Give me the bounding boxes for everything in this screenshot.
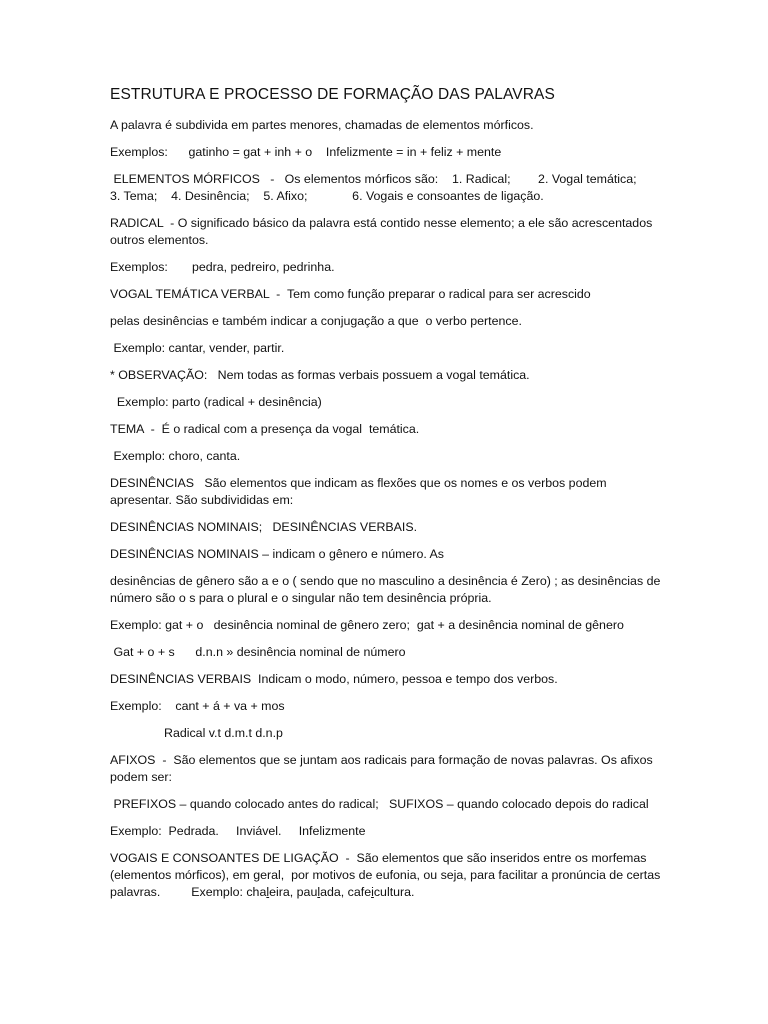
document-page	[110, 86, 662, 911]
ligacao-underline-2: l	[317, 885, 321, 899]
paragraph-gat-o-s: Gat + o + s d.n.n » desinência nominal de número	[110, 645, 406, 659]
paragraph-vogal-tematica-2: pelas desinências e também indicar a conjugação a que o verbo pertence.	[110, 314, 522, 328]
paragraph-tema: TEMA - É o radical com a presença da vogal temática.	[110, 422, 420, 436]
paragraph-vogal-tematica-example: Exemplo: cantar, vender, partir.	[110, 341, 285, 355]
paragraph-desinencias: DESINÊNCIAS São elementos que indicam as flexões que os nomes e os verbos podem apresentar. São subdivididas em:	[110, 476, 611, 507]
paragraph-tema-example: Exemplo: choro, canta.	[110, 449, 241, 463]
paragraph-desinencias-example: Exemplo: gat + o desinência nominal de gênero zero; gat + a desinência nominal de gênero	[110, 618, 624, 632]
ligacao-underline-3: i	[371, 885, 374, 899]
ligacao-underline-1: l	[266, 885, 270, 899]
paragraph-desinencias-genero: desinências de gênero são a e o ( sendo que no masculino a desinência é Zero) ; as desinências de número são o s para o plural e o singular não tem desinência própria.	[110, 574, 664, 605]
paragraph-afixos: AFIXOS - São elementos que se juntam aos radicais para formação de novas palavras. Os afixos podem ser:	[110, 753, 657, 784]
paragraph-desinencias-verbais: DESINÊNCIAS VERBAIS Indicam o modo, número, pessoa e tempo dos verbos.	[110, 672, 558, 686]
paragraph-observacao-example: Exemplo: parto (radical + desinência)	[110, 395, 322, 409]
document-title: ESTRUTURA E PROCESSO DE FORMAÇÃO DAS PALAVRAS	[110, 86, 555, 103]
paragraph-desinencias-nominais: DESINÊNCIAS NOMINAIS – indicam o gênero e número. As	[110, 547, 444, 561]
paragraph-examples-1: Exemplos: gatinho = gat + inh + o Infelizmente = in + feliz + mente	[110, 145, 502, 159]
paragraph-radical-examples: Exemplos: pedra, pedreiro, pedrinha.	[110, 260, 335, 274]
ligacao-mid-2: ada, cafe	[320, 885, 372, 899]
ligacao-text: VOGAIS E CONSOANTES DE LIGAÇÃO - São elementos que são inseridos entre os morfemas (elementos mórficos), em geral, por motivos de eufonia, ou seja, para facilitar a pronúncia de certas palavras. Exemplo: cha	[110, 851, 664, 899]
paragraph-vogais-consoantes-ligacao	[110, 850, 662, 901]
paragraph-intro: A palavra é subdivida em partes menores, chamadas de elementos mórficos.	[110, 118, 534, 132]
paragraph-radical: RADICAL - O significado básico da palavra está contido nesse elemento; a ele são acrescentados outros elementos.	[110, 216, 656, 247]
paragraph-desinencias-types: DESINÊNCIAS NOMINAIS; DESINÊNCIAS VERBAIS.	[110, 520, 418, 534]
paragraph-prefixos-sufixos: PREFIXOS – quando colocado antes do radical; SUFIXOS – quando colocado depois do radical	[110, 797, 649, 811]
paragraph-afixos-example: Exemplo: Pedrada. Inviável. Infelizmente	[110, 824, 366, 838]
ligacao-mid-1: eira, pau	[269, 885, 318, 899]
paragraph-vogal-tematica-1: VOGAL TEMÁTICA VERBAL - Tem como função preparar o radical para ser acrescido	[110, 287, 591, 301]
paragraph-elementos-morficos: ELEMENTOS MÓRFICOS - Os elementos mórficos são: 1. Radical; 2. Vogal temática; 3. Tema; 4. Desinência; 5. Afixo; 6. Vogais e consoantes de ligação.	[110, 172, 654, 203]
paragraph-observacao: * OBSERVAÇÃO: Nem todas as formas verbais possuem a vogal temática.	[110, 368, 530, 382]
paragraph-verbais-legend: Radical v.t d.m.t d.n.p	[164, 726, 283, 740]
paragraph-verbais-example: Exemplo: cant + á + va + mos	[110, 699, 285, 713]
ligacao-tail: cultura.	[373, 885, 415, 899]
